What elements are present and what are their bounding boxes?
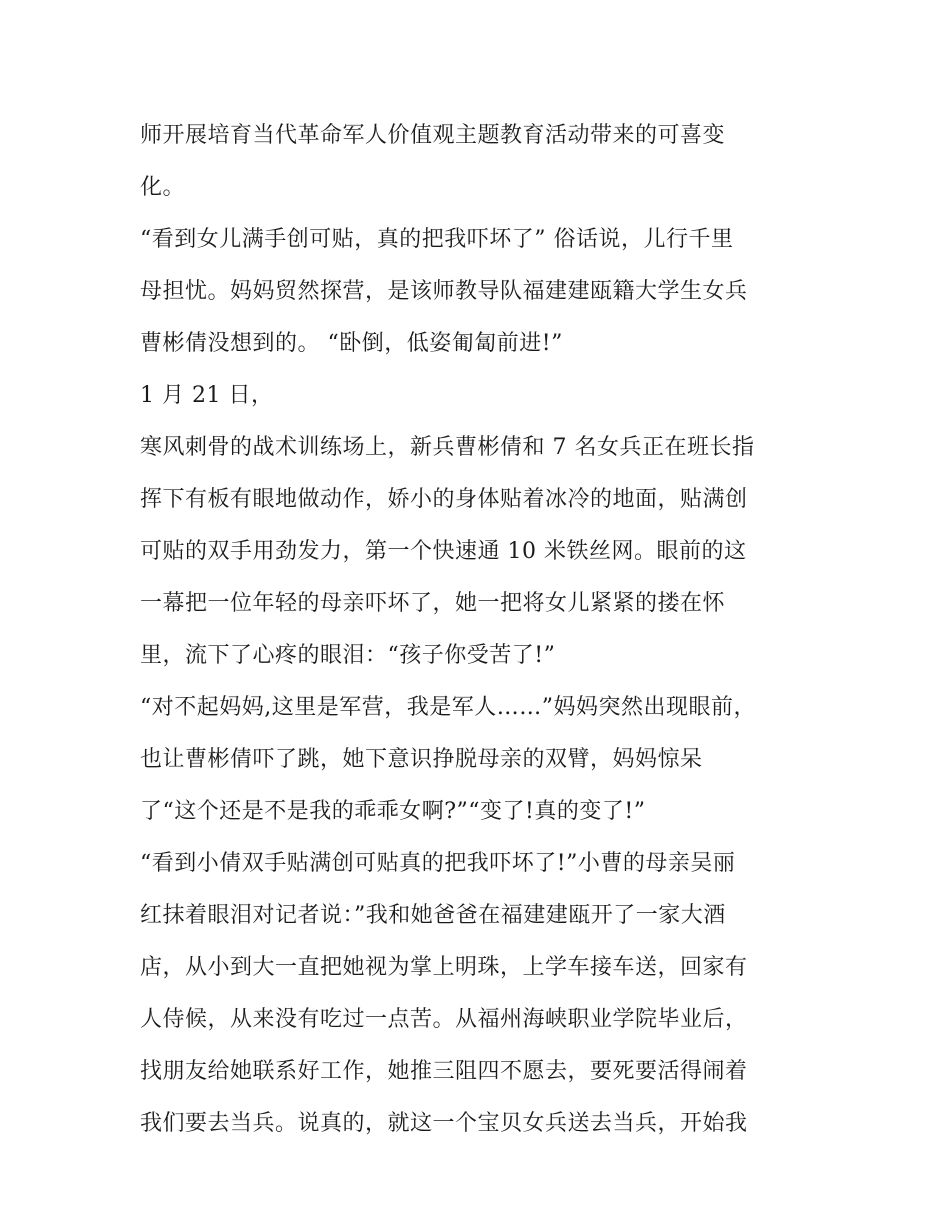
text-line: 人侍候，从来没有吃过一点苦。从福州海峡职业学院毕业后， [140,1007,748,1032]
text-line: 挥下有板有眼地做动作，娇小的身体贴着冰冷的地面，贴满创 [140,487,748,512]
text-line: 寒风刺骨的战术训练场上，新兵曹彬倩和 7 名女兵正在班长指 [140,435,755,460]
text-line: 我们要去当兵。说真的，就这一个宝贝女兵送去当兵，开始我 [140,1111,748,1136]
text-line: 红抹着眼泪对记者说：”我和她爸爸在福建建瓯开了一家大酒 [140,903,726,928]
text-line: 师开展培育当代革命军人价值观主题教育活动带来的可喜变 [140,123,726,148]
text-line: 里，流下了心疼的眼泪：“孩子你受苦了!” [140,643,556,668]
document-body [140,110,820,1150]
text-line: “对不起妈妈,这里是军营，我是军人……”妈妈突然出现眼前， [140,695,756,720]
text-line: 母担忧。妈妈贸然探营，是该师教导队福建建瓯籍大学生女兵 [140,279,748,304]
text-line: “看到女儿满手创可贴，真的把我吓坏了” 俗话说，儿行千里 [140,227,734,252]
text-line: 找朋友给她联系好工作，她推三阻四不愿去，要死要活得闹着 [140,1059,748,1084]
text-line: 可贴的双手用劲发力，第一个快速通 10 米铁丝网。眼前的这 [140,539,747,564]
text-line: 了“这个还是不是我的乖乖女啊?”“变了!真的变了!” [140,799,646,824]
text-line: 化。 [140,175,186,200]
text-line: 店，从小到大一直把她视为掌上明珠，上学车接车送，回家有 [140,955,748,980]
text-line: “看到小倩双手贴满创可贴真的把我吓坏了!”小曹的母亲吴丽 [140,851,736,876]
text-line: 也让曹彬倩吓了跳，她下意识挣脱母亲的双臂，妈妈惊呆 [140,747,703,772]
text-line: 1 月 21 日， [140,383,274,408]
text-line: 曹彬倩没想到的。 “卧倒，低姿匍匐前进!” [140,331,563,356]
text-line: 一幕把一位年轻的母亲吓坏了，她一把将女儿紧紧的搂在怀 [140,591,726,616]
